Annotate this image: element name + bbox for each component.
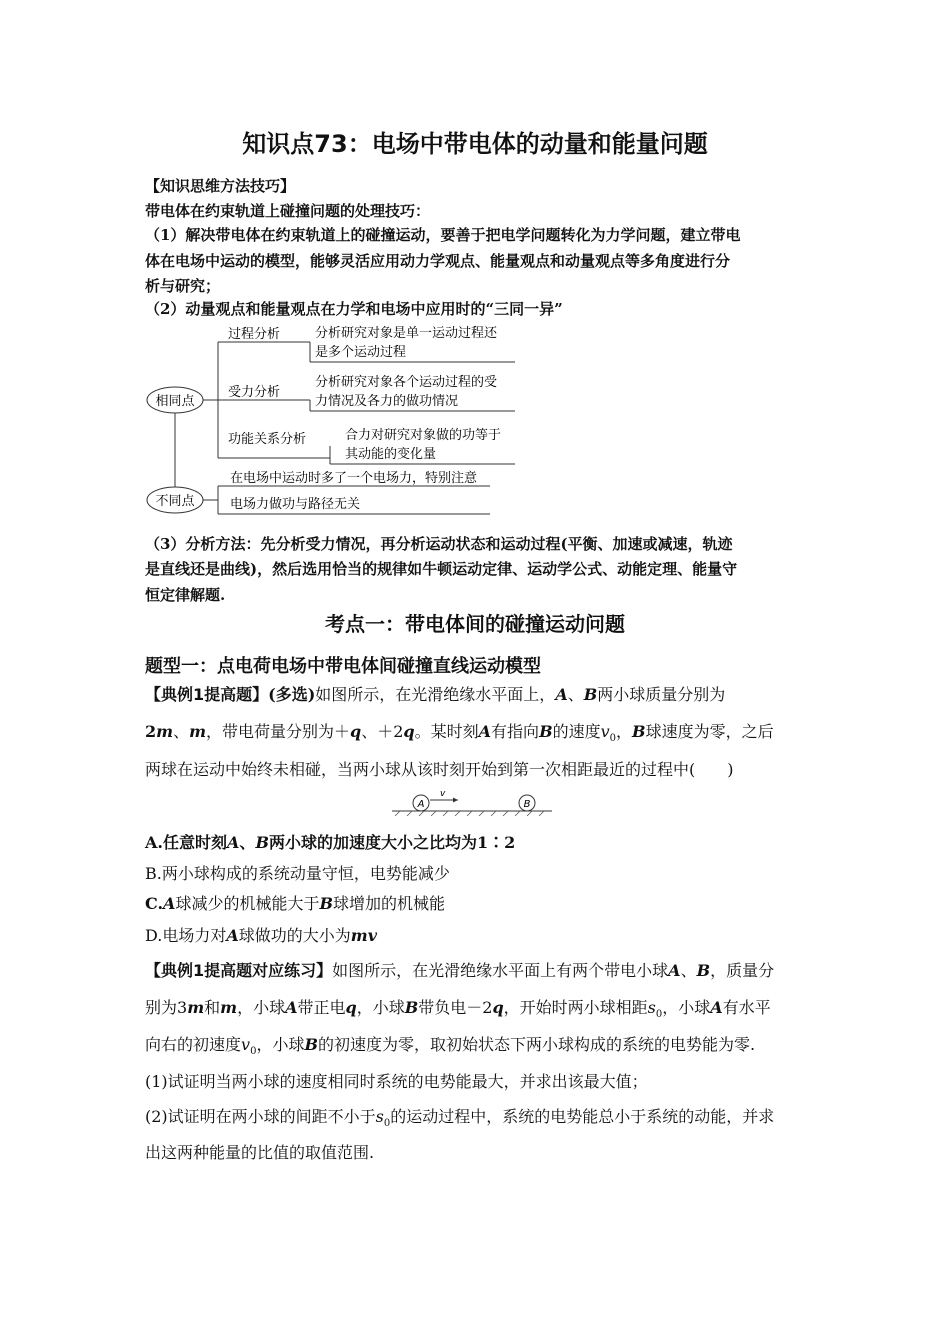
option-b: B.两小球构成的系统动量守恒，电势能减少 (145, 864, 450, 883)
item-force-desc1: 分析研究对象各个运动过程的受 (315, 375, 498, 390)
item-force-name: 受力分析 (228, 385, 281, 400)
item-energy-desc2: 其动能的变化量 (345, 447, 437, 462)
option-a: A.任意时刻A、B两小球的加速度大小之比均为1∶2 (145, 833, 516, 852)
option-c: C.A球减少的机械能大于B球增加的机械能 (145, 894, 446, 913)
diff-points-label: 不同点 (155, 494, 195, 509)
item-process-name: 过程分析 (228, 327, 281, 342)
item-energy-name: 功能关系分析 (228, 432, 307, 447)
example1-tag: 【典例1提高题】 (145, 685, 269, 704)
item-process-desc1: 分析研究对象是单一运动过程还 (315, 326, 498, 341)
para3-line2: 是直线还是曲线)，然后选用恰当的规律如牛顿运动定律、运动学公式、动能定理、能量守 (145, 560, 738, 578)
para1-line2: 体在电场中运动的模型，能够灵活应用动力学观点、能量观点和动量观点等多角度进行分 (145, 252, 731, 270)
practice-q1: (1)试证明当两小球的速度相同时系统的电势能最大，并求出该最大值； (145, 1072, 648, 1091)
ball-a-label: A (417, 799, 425, 810)
practice-q2-line2: 出这两种能量的比值的取值范围. (145, 1143, 375, 1162)
example1-line1: 【典例1提高题】(多选)如图所示，在光滑绝缘水平面上，A、B两小球质量分别为 (145, 685, 726, 704)
item-energy-desc1: 合力对研究对象做的功等于 (345, 428, 502, 443)
para3-line3: 恒定律解题. (145, 586, 226, 604)
same-points-label: 相同点 (155, 394, 195, 409)
velocity-label: v (440, 789, 446, 799)
para3-line1: （3）分析方法：先分析受力情况，再分析运动状态和运动过程(平衡、加速或减速，轨迹 (145, 535, 733, 553)
page-title: 知识点73：电场中带电体的动量和能量问题 (242, 130, 708, 158)
kaodian-heading: 考点一：带电体间的碰撞运动问题 (325, 612, 625, 636)
example1-line2: 2m、m，带电荷量分别为＋q、＋2q。某时刻A有指向B的速度$v_0$，B球速度为零，之后 (145, 722, 774, 745)
practice-line3: 向右的初速度$v_0$，小球B的初速度为零，取初始状态下两小球构成的系统的电势能为零. (145, 1035, 756, 1058)
practice-line2: 别为3m和m，小球A带正电q，小球B带负电－2q，开始时两小球相距$s_0$，小球A有水平 (145, 998, 771, 1021)
item-force-desc2: 力情况及各力的做功情况 (315, 394, 459, 409)
diff-desc2: 电场力做功与路径无关 (230, 497, 361, 512)
balls-figure (390, 786, 555, 816)
practice-tag: 【典例1提高题对应练习】 (145, 961, 333, 980)
para1-line1: （1）解决带电体在约束轨道上的碰撞运动，要善于把电学问题转化为力学问题，建立带电 (145, 226, 741, 244)
concept-diagram (140, 318, 530, 523)
practice-q2-line1: (2)试证明在两小球的间距不小于$s_0$的运动过程中，系统的电势能总小于系统的动能，并求 (145, 1107, 775, 1130)
diff-desc1: 在电场中运动时多了一个电场力，特别注意 (230, 471, 478, 486)
item-process-desc2: 是多个运动过程 (315, 345, 407, 360)
example1-line3: 两球在运动中始终未相碰，当两小球从该时刻开始到第一次相距最近的过程中( ) (145, 760, 734, 779)
para1-line3: 析与研究； (145, 277, 221, 295)
section-heading: 【知识思维方法技巧】 (145, 177, 296, 195)
option-d: D.电场力对A球做功的大小为mv (145, 926, 378, 945)
practice-line1: 【典例1提高题对应练习】如图所示，在光滑绝缘水平面上有两个带电小球A、B，质量分 (145, 961, 775, 980)
para2-line: （2）动量观点和能量观点在力学和电场中应用时的“三同一异” (145, 300, 563, 318)
tixing-heading: 题型一：点电荷电场中带电体间碰撞直线运动模型 (145, 656, 541, 677)
intro-line: 带电体在约束轨道上碰撞问题的处理技巧： (145, 202, 431, 220)
ball-b-label: B (523, 799, 531, 810)
